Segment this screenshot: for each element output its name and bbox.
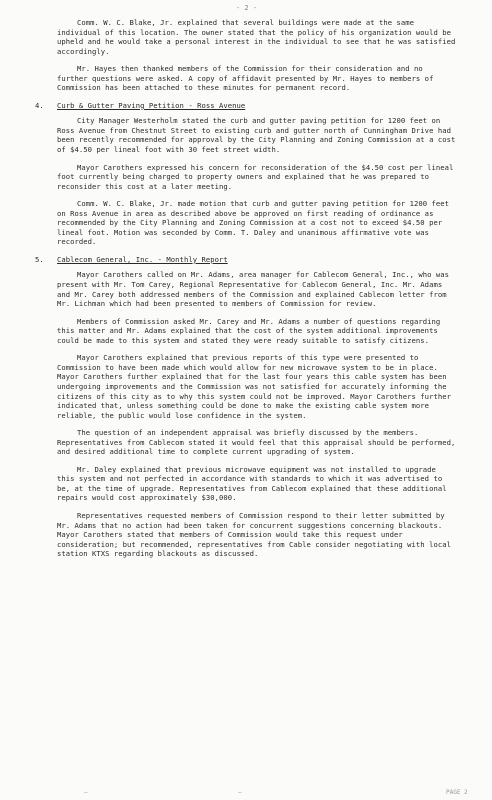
- paragraph: City Manager Westerholm stated the curb and gutter paving petition for 1200 feet on Ross Avenue from Chestnut Street to existing curb and gutter north of Cunningham Drive had been recently recommended for approval by the City Planning and Zoning Commission at a cost of $4.50 per lineal foot with 30 feet street width.: [57, 116, 456, 155]
- paragraph: Comm. W. C. Blake, Jr. made motion that curb and gutter paving petition for 1200 feet on Ross Avenue in area as described above be approved on first reading of ordinance as recommended by the City Planning and Zoning Commission at a cost not to exceed $4.50 per lineal foot. Motion was seconded by Comm. T. Daley and unanimous affirmative vote was recorded.: [57, 199, 450, 247]
- minutes-body: [35, 18, 457, 567]
- paragraph: Mayor Carothers expressed his concern for reconsideration of the $4.50 cost per lineal foot currently being charged to property owners and explained that he was prepared to reconsider this cost at a later meeting.: [57, 162, 454, 191]
- page-number: - 2 -: [236, 4, 258, 12]
- footer-left-mark: —: [84, 789, 88, 796]
- footer-right-mark: PAGE 2: [446, 789, 468, 796]
- paragraph: Comm. W. C. Blake, Jr. explained that several buildings were made at the same individual of this location. The owner stated that the policy of his organization would be upheld and he would take a personal interest in the individual to see that he was satisfied accordingly.: [57, 18, 456, 56]
- agenda-item-5-heading: [35, 254, 457, 265]
- paragraph: Mayor Carothers explained that previous reports of this type were presented to Commission to have been made which would allow for new microwave system to be in place. Mayor Carothers further explained that for the last four years this cable system has been undergoing improvements and the Commission was not satisfied for accurately informing the citizens of this city as to why this system could not be improved. Mayor Carothers further indicated that, unless something could be done to make the existing cable system more reliable, the public would lose confidence in the system.: [57, 353, 451, 420]
- agenda-item-4-heading: [35, 100, 457, 111]
- item-title: Cablecom General, Inc. - Monthly Report: [57, 254, 228, 264]
- paragraph: Mayor Carothers called on Mr. Adams, area manager for Cablecom General, Inc., who was present with Mr. Tom Carey, Regional Representative for Cablecom General, Inc. Mr. Adams and Mr. Carey both addressed members of the Commission and explained Cablecom letter from Mr. Lichman which had been presented to members of Commission for review.: [57, 270, 450, 309]
- paragraph: Mr. Daley explained that previous microwave equipment was not installed to upgrade this system and not perfected in accordance with standards to which it was advertised to be, at the time of upgrade. Representatives from Cablecom explained that these additional repairs would cost approximately $30,000.: [57, 464, 447, 503]
- item-number: 4.: [35, 100, 44, 110]
- footer-center-mark: —: [238, 789, 242, 796]
- item-title: Curb & Gutter Paving Petition - Ross Avenue: [57, 100, 246, 110]
- paragraph: Representatives requested members of Commission respond to their letter submitted by Mr. Adams that no action had been taken for concurrent suggestions concerning blackouts. Mayor Carothers stated that members of Commission would take this request under consideration; but recommended, representatives from Cable consider negotiating with local station KTXS regarding blackouts as discussed.: [57, 510, 451, 559]
- item-number: 5.: [35, 254, 44, 264]
- paragraph: The question of an independent appraisal was briefly discussed by the members. Representatives from Cablecom stated it would feel that this appraisal should be performed, and desired additional time to complete current upgrading of system.: [57, 428, 456, 457]
- paragraph: Members of Commission asked Mr. Carey and Mr. Adams a number of questions regarding this matter and Mr. Adams explained that the cost of the system additional improvements could be made to this system and stated they were ready suitable to satisfy citizens.: [57, 316, 441, 345]
- paragraph: Mr. Hayes then thanked members of the Commission for their consideration and no further questions were asked. A copy of affidavit presented by Mr. Hayes to members of Commission has been attached to these minutes for permanent record.: [57, 64, 434, 93]
